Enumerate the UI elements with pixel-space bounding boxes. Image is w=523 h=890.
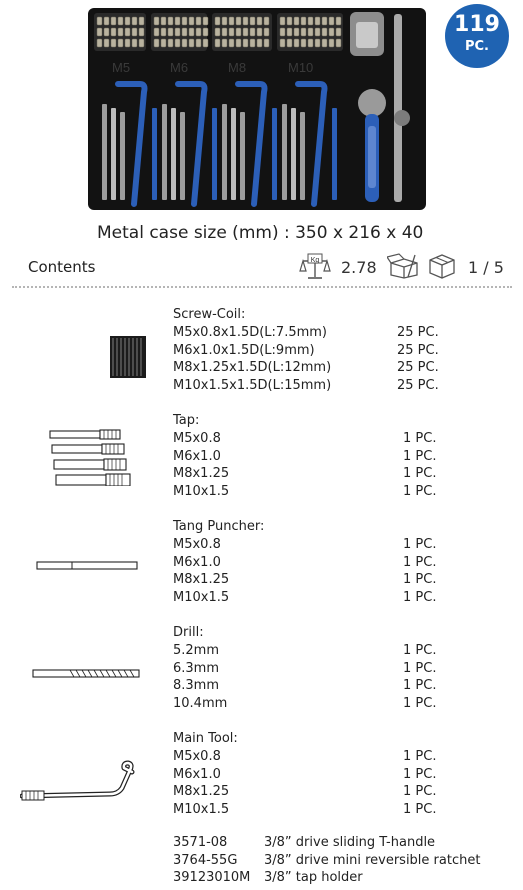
section-title: Tap:: [173, 413, 200, 428]
list-item: [173, 483, 437, 501]
item-qty: 1 PC.: [403, 572, 437, 588]
tool-code: 3571-08: [173, 835, 228, 850]
piece-count: 119: [454, 12, 500, 37]
item-spec: M5x0.8: [173, 431, 221, 446]
tool-case-photo: [88, 8, 426, 210]
item-qty: 1 PC.: [403, 801, 437, 817]
item-spec: M10x1.5: [173, 589, 230, 605]
section-screw-coil: [173, 306, 439, 394]
item-qty: 1 PC.: [403, 766, 437, 782]
tool-code: 39123010M: [173, 870, 251, 886]
item-qty: 25 PC.: [397, 325, 439, 340]
section-main-tool: [173, 730, 437, 818]
item-spec: M8x1.25x1.5D(L:12mm): [173, 360, 332, 376]
tool-bit-shape: [180, 112, 185, 200]
list-item: [173, 571, 437, 589]
tang-puncher-icon: [36, 560, 140, 572]
item-spec: M6x1.0x1.5D(L:9mm): [173, 342, 315, 358]
item-spec: M5x0.8x1.5D(L:7.5mm): [173, 325, 328, 340]
tool-bit-shape: [291, 108, 296, 200]
list-item: [173, 783, 437, 801]
list-item: [173, 660, 437, 678]
list-item: [173, 834, 436, 852]
item-spec: M5x0.8: [173, 749, 221, 764]
tool-bit-shape: [231, 108, 236, 200]
tool-bit-shape: [152, 108, 157, 200]
section-title: Drill:: [173, 625, 204, 640]
item-qty: 1 PC.: [403, 466, 437, 482]
main-tool-icon: [20, 760, 140, 808]
tray-label: M10: [288, 60, 314, 75]
item-spec: 10.4mm: [173, 695, 228, 711]
list-item: [173, 677, 437, 695]
list-item: [173, 642, 437, 660]
tool-bit-shape: [102, 104, 107, 200]
tool-bit-shape: [212, 108, 217, 200]
tool-bit-shape: [272, 108, 277, 200]
section-tap: [173, 412, 437, 500]
list-item: [173, 359, 439, 377]
item-qty: 1 PC.: [403, 695, 437, 711]
item-qty: 1 PC.: [403, 537, 437, 552]
tool-bit-shape: [162, 104, 167, 200]
tool-description: 3/8” tap holder: [264, 870, 363, 886]
contents-heading: Contents: [28, 258, 96, 276]
item-qty: 1 PC.: [403, 448, 437, 464]
tool-bit-shape: [171, 108, 176, 200]
item-qty: 25 PC.: [397, 377, 439, 393]
item-spec: M10x1.5x1.5D(L:15mm): [173, 377, 332, 393]
item-qty: 1 PC.: [403, 431, 437, 446]
item-qty: 1 PC.: [403, 660, 437, 676]
item-qty: 1 PC.: [403, 483, 437, 499]
item-spec: M6x1.0: [173, 766, 221, 782]
item-qty: 1 PC.: [403, 784, 437, 800]
list-item: [173, 465, 437, 483]
packing-value: 1 / 5: [468, 258, 504, 277]
list-item: [173, 536, 437, 554]
section-title: Tang Puncher:: [173, 519, 265, 534]
item-spec: 5.2mm: [173, 643, 220, 658]
tool-description: 3/8” drive mini reversible ratchet: [264, 852, 481, 868]
weight-icon-label: Kg: [310, 257, 320, 264]
section-title: Main Tool:: [173, 731, 238, 746]
item-spec: M5x0.8: [173, 537, 221, 552]
item-spec: M8x1.25: [173, 784, 230, 800]
accessory-tools-list: [173, 834, 481, 887]
tool-bit-shape: [111, 108, 116, 200]
item-qty: 1 PC.: [403, 554, 437, 570]
list-item: [173, 801, 437, 819]
item-spec: M8x1.25: [173, 466, 230, 482]
inner-box-icon: [428, 253, 456, 279]
item-spec: M10x1.5: [173, 483, 230, 499]
list-item: [173, 695, 437, 713]
list-item: [173, 324, 439, 342]
list-item: [173, 430, 437, 448]
item-qty: 1 PC.: [403, 678, 437, 694]
tool-bit-shape: [332, 108, 337, 200]
item-qty: 25 PC.: [397, 342, 439, 358]
list-item: [173, 852, 481, 870]
section-title: Screw-Coil:: [173, 307, 246, 322]
tap-icon: [48, 428, 132, 486]
item-spec: M6x1.0: [173, 448, 221, 464]
section-tang-puncher: [173, 518, 437, 606]
divider: [12, 286, 512, 288]
tool-bit-shape: [222, 104, 227, 200]
item-spec: M10x1.5: [173, 801, 230, 817]
weight-icon: [298, 253, 332, 281]
piece-count-badge: [445, 4, 509, 68]
list-item: [173, 748, 437, 766]
item-spec: M6x1.0: [173, 554, 221, 570]
screw-coil-icon: [110, 336, 146, 378]
tray-label: M5: [112, 60, 131, 75]
case-size-text: Metal case size (mm) : 350 x 216 x 40: [97, 223, 424, 243]
item-qty: 1 PC.: [403, 749, 437, 764]
list-item: [173, 448, 437, 466]
list-item: [173, 589, 437, 607]
coil-inserts: [97, 17, 341, 47]
list-item: [173, 554, 437, 572]
item-spec: 6.3mm: [173, 660, 220, 676]
item-spec: M8x1.25: [173, 572, 230, 588]
section-drill: [173, 624, 437, 712]
item-spec: 8.3mm: [173, 678, 220, 694]
tray-label: M8: [228, 60, 247, 75]
tool-description: 3/8” drive sliding T-handle: [264, 835, 436, 850]
list-item: [173, 342, 439, 360]
item-qty: 1 PC.: [403, 643, 437, 658]
tool-bit-shape: [282, 104, 287, 200]
tool-code: 3764-55G: [173, 852, 238, 868]
drill-icon: [32, 668, 142, 680]
item-qty: 1 PC.: [403, 589, 437, 605]
carton-icon: [387, 253, 421, 279]
list-item: [173, 869, 363, 887]
tray-label: M6: [170, 60, 189, 75]
item-qty: 25 PC.: [397, 360, 439, 376]
tool-bit-shape: [240, 112, 245, 200]
list-item: [173, 377, 439, 395]
piece-unit: PC.: [464, 39, 489, 54]
tool-bit-shape: [300, 112, 305, 200]
weight-value: 2.78: [341, 258, 377, 277]
tool-bit-shape: [120, 112, 125, 200]
list-item: [173, 766, 437, 784]
